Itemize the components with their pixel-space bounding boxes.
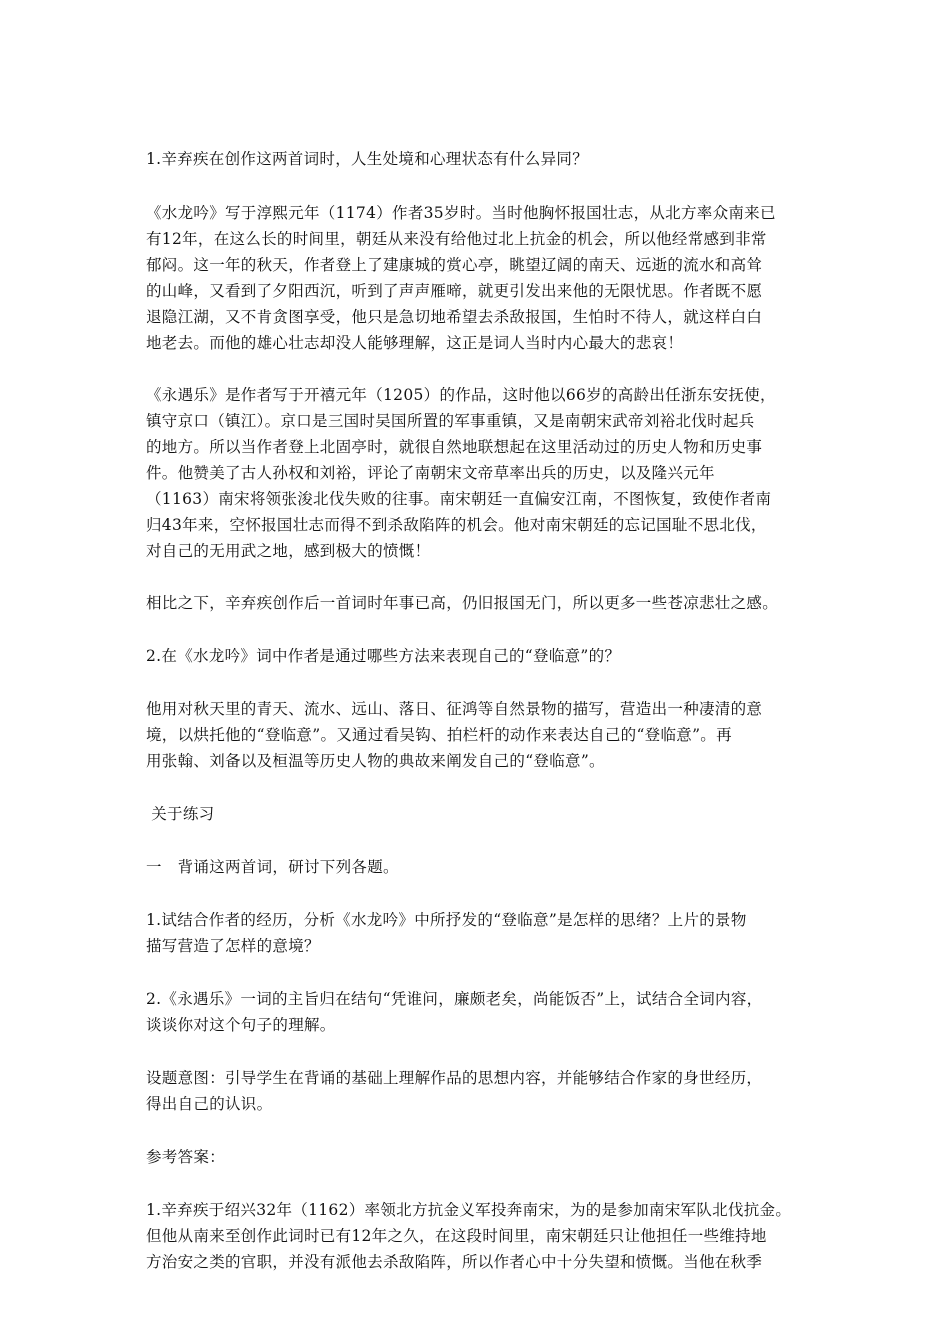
exercise-question-1-line-1: 1.试结合作者的经历，分析《水龙吟》中所抒发的“登临意”是怎样的思绪？上片的景物 xyxy=(146,911,747,929)
answer-1-line-3: 方治安之类的官职，并没有派他去杀敌陷阵，所以作者心中十分失望和愤慨。当他在秋季 xyxy=(146,1253,763,1271)
paragraph-1-line-5: 退隐江湖，又不肯贪图享受，他只是急切地希望去杀敌报国，生怕时不待人，就这样白白 xyxy=(146,308,763,326)
design-intent-line-2: 得出自己的认识。 xyxy=(146,1095,273,1113)
paragraph-2-line-7: 对自己的无用武之地，感到极大的愤慨！ xyxy=(146,542,431,560)
exercise-question-2-line-1: 2.《永遇乐》一词的主旨归在结句“凭谁问，廉颇老矣，尚能饭否”上，试结合全词内容， xyxy=(146,990,763,1008)
section-heading-exercises: 关于练习 xyxy=(146,805,215,823)
exercise-question-2-line-2: 谈谈你对这个句子的理解。 xyxy=(146,1016,336,1034)
paragraph-2-line-4: 件。他赞美了古人孙权和刘裕，评论了南朝宋文帝草率出兵的历史，以及隆兴元年 xyxy=(146,464,715,482)
paragraph-4-line-2: 境，以烘托他的“登临意”。又通过看吴钩、拍栏杆的动作来表达自己的“登临意”。再 xyxy=(146,726,732,744)
paragraph-4-line-3: 用张翰、刘备以及桓温等历史人物的典故来阐发自己的“登临意”。 xyxy=(146,752,605,770)
exercise-1-intro: 一 背诵这两首词，研讨下列各题。 xyxy=(146,858,399,876)
paragraph-2-line-2: 镇守京口（镇江）。京口是三国时吴国所置的军事重镇，又是南朝宋武帝刘裕北伐时起兵 xyxy=(146,412,755,430)
paragraph-2-line-1: 《永遇乐》是作者写于开禧元年（1205）的作品，这时他以66岁的高龄出任浙东安抚使， xyxy=(146,386,776,404)
question-1: 1.辛弃疾在创作这两首词时，人生处境和心理状态有什么异同？ xyxy=(146,150,588,168)
paragraph-1-line-3: 郁闷。这一年的秋天，作者登上了建康城的赏心亭，眺望辽阔的南天、远逝的流水和高耸 xyxy=(146,256,763,274)
answer-1-line-2: 但他从南来至创作此词时已有12年之久，在这段时间里，南宋朝廷只让他担任一些维持地 xyxy=(146,1227,767,1245)
reference-answer-label: 参考答案： xyxy=(146,1148,226,1166)
question-2: 2.在《水龙吟》词中作者是通过哪些方法来表现自己的“登临意”的？ xyxy=(146,647,621,665)
paragraph-2-line-6: 归43年来，空怀报国壮志而得不到杀敌陷阵的机会。他对南宋朝廷的忘记国耻不思北伐， xyxy=(146,516,767,534)
exercise-question-1-line-2: 描写营造了怎样的意境？ xyxy=(146,937,320,955)
design-intent-line-1: 设题意图：引导学生在背诵的基础上理解作品的思想内容，并能够结合作家的身世经历， xyxy=(146,1069,763,1087)
answer-1-line-1: 1.辛弃疾于绍兴32年（1162）率领北方抗金义军投奔南宋，为的是参加南宋军队北伐抗金。 xyxy=(146,1201,792,1219)
paragraph-1-line-2: 有12年，在这么长的时间里，朝廷从来没有给他过北上抗金的机会，所以他经常感到非常 xyxy=(146,230,767,248)
paragraph-4-line-1: 他用对秋天里的青天、流水、远山、落日、征鸿等自然景物的描写，营造出一种凄清的意 xyxy=(146,700,763,718)
paragraph-2-line-5: （1163）南宋将领张浚北伐失败的往事。南宋朝廷一直偏安江南，不图恢复，致使作者南 xyxy=(146,490,772,508)
paragraph-1-line-4: 的山峰，又看到了夕阳西沉，听到了声声雁啼，就更引发出来他的无限忧思。作者既不愿 xyxy=(146,282,763,300)
paragraph-3: 相比之下，辛弃疾创作后一首词时年事已高，仍旧报国无门，所以更多一些苍凉悲壮之感。 xyxy=(146,594,779,612)
paragraph-2-line-3: 的地方。所以当作者登上北固亭时，就很自然地联想起在这里活动过的历史人物和历史事 xyxy=(146,438,763,456)
paragraph-1-line-1: 《水龙吟》写于淳熙元年（1174）作者35岁时。当时他胸怀报国壮志，从北方率众南来已 xyxy=(146,204,776,222)
paragraph-1-line-6: 地老去。而他的雄心壮志却没人能够理解，这正是词人当时内心最大的悲哀！ xyxy=(146,334,684,352)
